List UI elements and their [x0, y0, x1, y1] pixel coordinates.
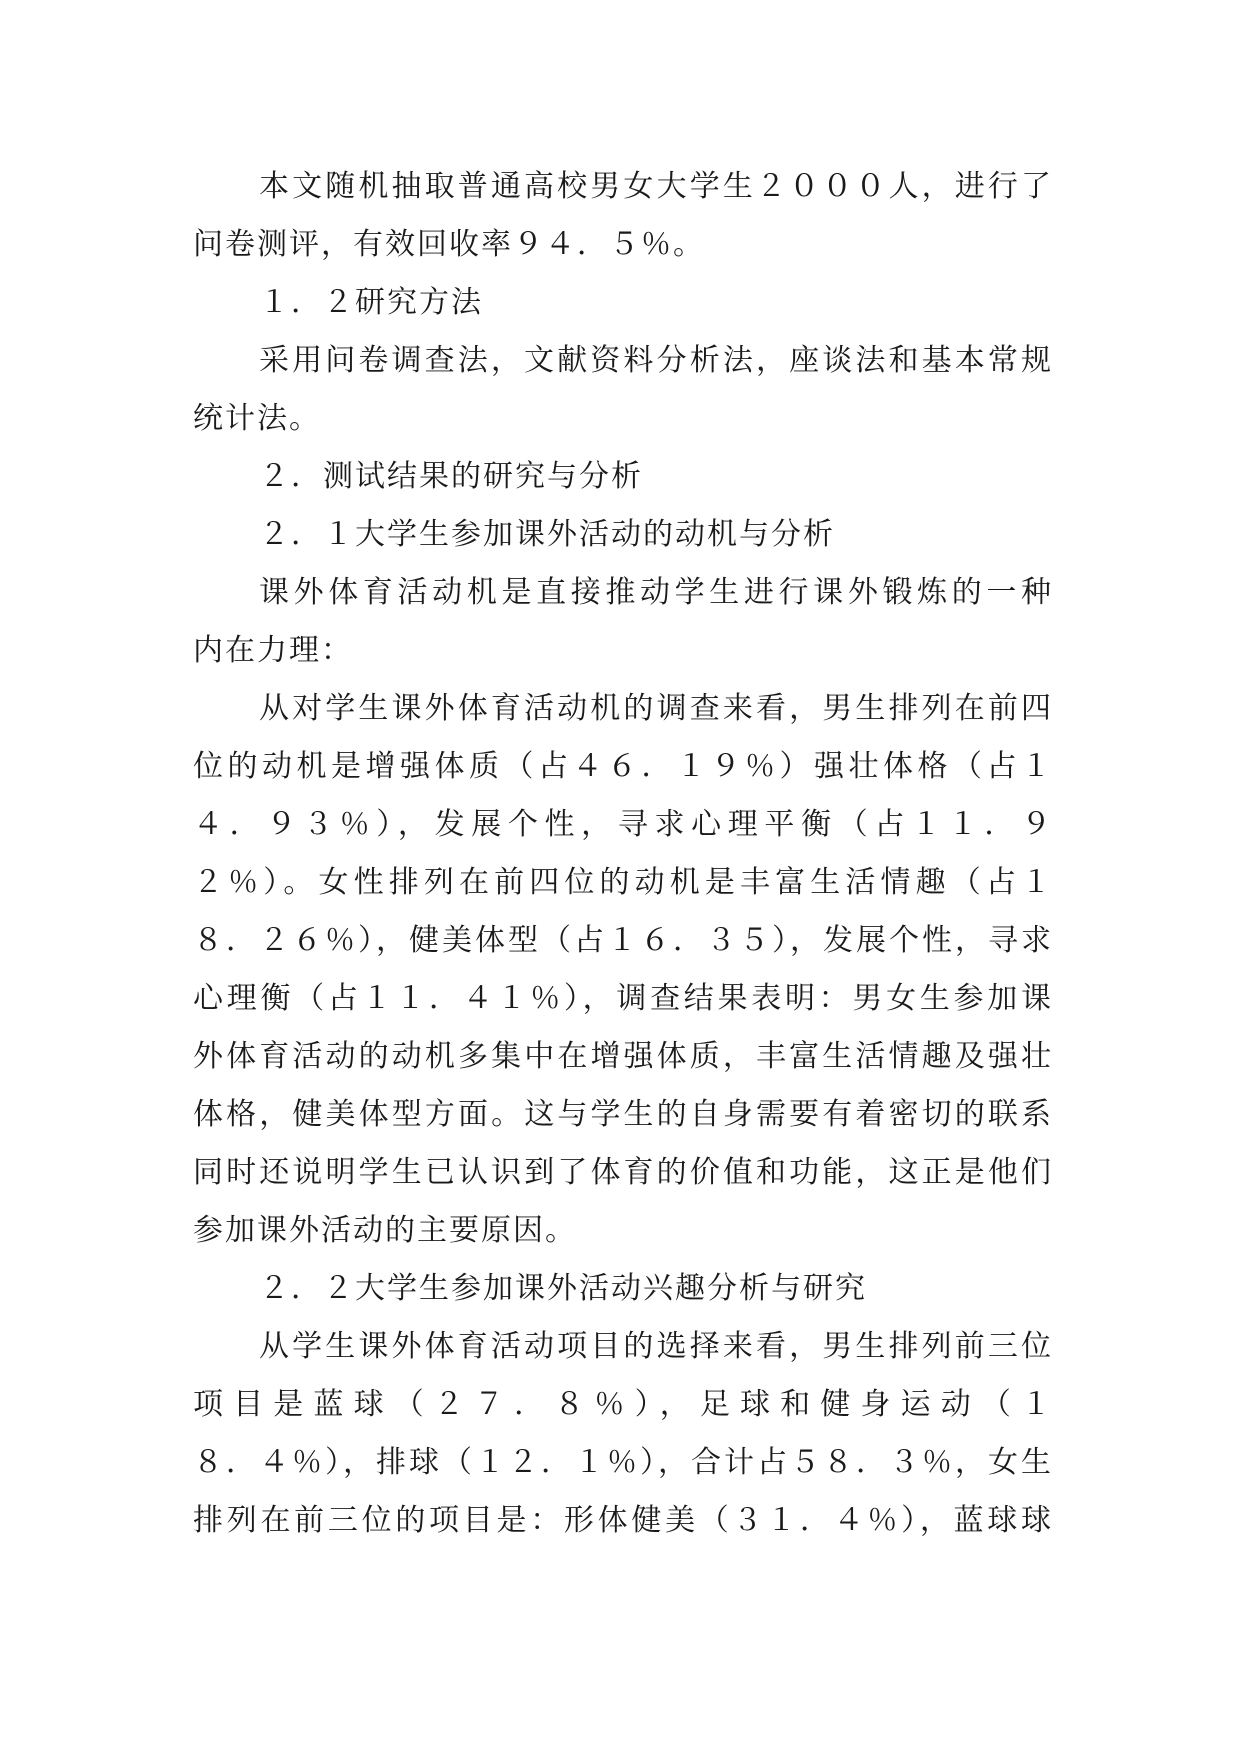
section-heading: ２．１大学生参加课外活动的动机与分析 — [259, 517, 835, 552]
paragraph-line: 从对学生课外体育活动机的调查来看，男生排列在前四 — [259, 691, 1053, 726]
paragraph-line: 心理衡（占１１．４１％），调查结果表明：男女生参加课 — [193, 981, 1053, 1016]
document-page — [193, 158, 1053, 1550]
paragraph-line: 参加课外活动的主要原因。 — [193, 1213, 577, 1248]
paragraph-line: ８．２６％），健美体型（占１６．３５），发展个性，寻求 — [193, 923, 1053, 958]
paragraph-line: 体格，健美体型方面。这与学生的自身需要有着密切的联系 — [193, 1097, 1053, 1132]
paragraph-line: 排列在前三位的项目是：形体健美（３１．４％），蓝球球 — [193, 1503, 1053, 1538]
paragraph-line: ８．４％），排球（１２．１％），合计占５８．３％，女生 — [193, 1445, 1053, 1480]
section-heading: １．２研究方法 — [259, 285, 483, 320]
paragraph-line: 外体育活动的动机多集中在增强体质，丰富生活情趣及强壮 — [193, 1039, 1053, 1074]
paragraph-line: 问卷测评，有效回收率９４．５％。 — [193, 227, 705, 262]
paragraph-line: ２％）。女性排列在前四位的动机是丰富生活情趣（占１ — [193, 865, 1053, 900]
paragraph-line: 内在力理： — [193, 633, 353, 668]
section-heading: ２．２大学生参加课外活动兴趣分析与研究 — [259, 1271, 867, 1306]
paragraph-line: 从学生课外体育活动项目的选择来看，男生排列前三位 — [259, 1329, 1053, 1364]
paragraph-line: 课外体育活动机是直接推动学生进行课外锻炼的一种 — [259, 575, 1053, 610]
paragraph-line: 统计法。 — [193, 401, 321, 436]
paragraph-line: 项目是蓝球（２７．８％），足球和健身运动（１ — [193, 1387, 1053, 1422]
paragraph-line: 位的动机是增强体质（占４６．１９％）强壮体格（占１ — [193, 749, 1053, 784]
section-heading: ２．测试结果的研究与分析 — [259, 459, 643, 494]
paragraph-line: ４．９３％），发展个性，寻求心理平衡（占１１．９ — [193, 807, 1053, 842]
paragraph-line: 同时还说明学生已认识到了体育的价值和功能，这正是他们 — [193, 1155, 1053, 1190]
paragraph-line: 本文随机抽取普通高校男女大学生２０００人，进行了 — [259, 169, 1053, 204]
paragraph-line: 采用问卷调查法，文献资料分析法，座谈法和基本常规 — [259, 343, 1053, 378]
